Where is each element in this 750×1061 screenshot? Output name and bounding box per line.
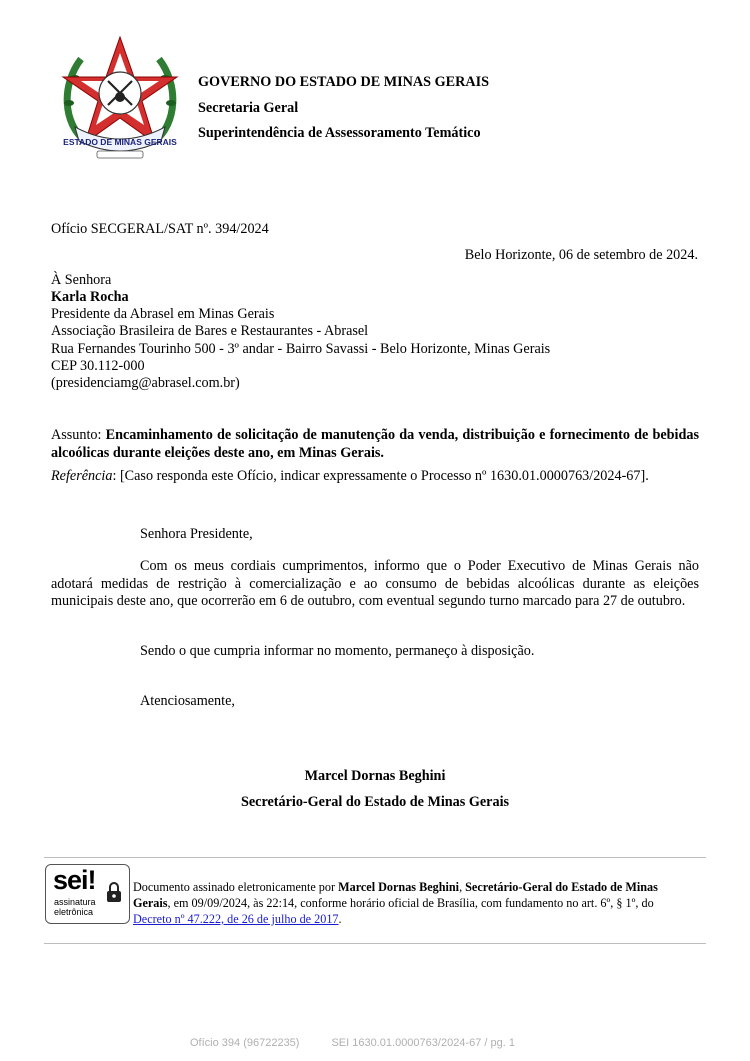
sei-logo-subtitle-2: eletrônica <box>54 907 94 917</box>
signature-signer: Marcel Dornas Beghini <box>338 880 460 894</box>
recipient-email: (presidenciamg@abrasel.com.br) <box>51 375 240 391</box>
subject-text: Encaminhamento de solicitação de manutenção da venda, distribuição e fornecimento de bebidas alcoólicas durante eleições deste ano, em Minas Gerais. <box>51 427 700 461</box>
recipient-cep: CEP 30.112-000 <box>51 358 145 374</box>
signature-role: Secretário-Geral do Estado de Minas Gerais <box>133 880 658 910</box>
body-paragraph-1: Com os meus cordiais cumprimentos, informo que o Poder Executivo de Minas Gerais não adotará medidas de restrição à comercialização e ao consumo de bebidas alcoólicas durante as eleições municipais deste ano, que ocorrerão em 6 de outubro, com eventual segundo turno marcado para 27 de outubro. <box>51 558 699 609</box>
sei-logo-text: sei! <box>53 865 96 895</box>
crest-banner-text: ESTADO DE MINAS GERAIS <box>63 137 177 147</box>
decree-link[interactable]: Decreto nº 47.222, de 26 de julho de 2017 <box>133 912 339 926</box>
reference-text: : [Caso responda este Ofício, indicar expressamente o Processo nº 1630.01.0000763/2024-67]. <box>112 468 649 484</box>
recipient-role: Presidente da Abrasel em Minas Gerais <box>51 306 275 322</box>
signature-statement <box>133 879 693 927</box>
subject-label: Assunto: <box>51 427 106 443</box>
subject <box>51 427 699 462</box>
sei-logo-subtitle-1: assinatura <box>54 897 96 907</box>
body-paragraph-2: Sendo o que cumpria informar no momento, permaneço à disposição. <box>140 643 535 659</box>
state-coat-of-arms <box>55 33 185 163</box>
divider-bottom <box>44 943 706 944</box>
reference-label: Referência <box>51 468 113 484</box>
recipient-salutation: À Senhora <box>51 272 112 288</box>
reference <box>51 468 649 485</box>
lock-icon <box>106 881 122 903</box>
recipient-organization: Associação Brasileira de Bares e Restaurantes - Abrasel <box>51 323 369 339</box>
recipient-name: Karla Rocha <box>51 289 129 305</box>
footer-document-id: Ofício 394 (96722235) <box>190 1037 300 1049</box>
recipient-address: Rua Fernandes Tourinho 500 - 3º andar - Bairro Savassi - Belo Horizonte, Minas Gerais <box>51 341 551 357</box>
greeting: Senhora Presidente, <box>140 526 253 542</box>
signature-text-part: Documento assinado eletronicamente por <box>133 880 339 894</box>
signature-text-part: , em 09/09/2024, às 22:14, conforme horário oficial de Brasília, com fundamento no art. 6º, § 1º, do <box>167 896 654 910</box>
signer-title: Secretário-Geral do Estado de Minas Gerais <box>240 794 510 810</box>
divider-top <box>44 857 706 858</box>
signature-text-part: . <box>338 912 342 926</box>
closing: Atenciosamente, <box>140 693 235 709</box>
page-footer <box>190 1037 515 1049</box>
letter-number: Ofício SECGERAL/SAT nº. 394/2024 <box>51 221 269 237</box>
signature-text-part: , <box>459 880 466 894</box>
superintendence-name: Superintendência de Assessoramento Temático <box>198 125 481 141</box>
footer-process-page: SEI 1630.01.0000763/2024-67 / pg. 1 <box>331 1037 515 1049</box>
government-title: GOVERNO DO ESTADO DE MINAS GERAIS <box>198 74 490 90</box>
place-date: Belo Horizonte, 06 de setembro de 2024. <box>464 247 698 263</box>
signer-name: Marcel Dornas Beghini <box>304 768 446 784</box>
secretariat-name: Secretaria Geral <box>198 100 299 116</box>
sei-logo <box>45 864 130 924</box>
